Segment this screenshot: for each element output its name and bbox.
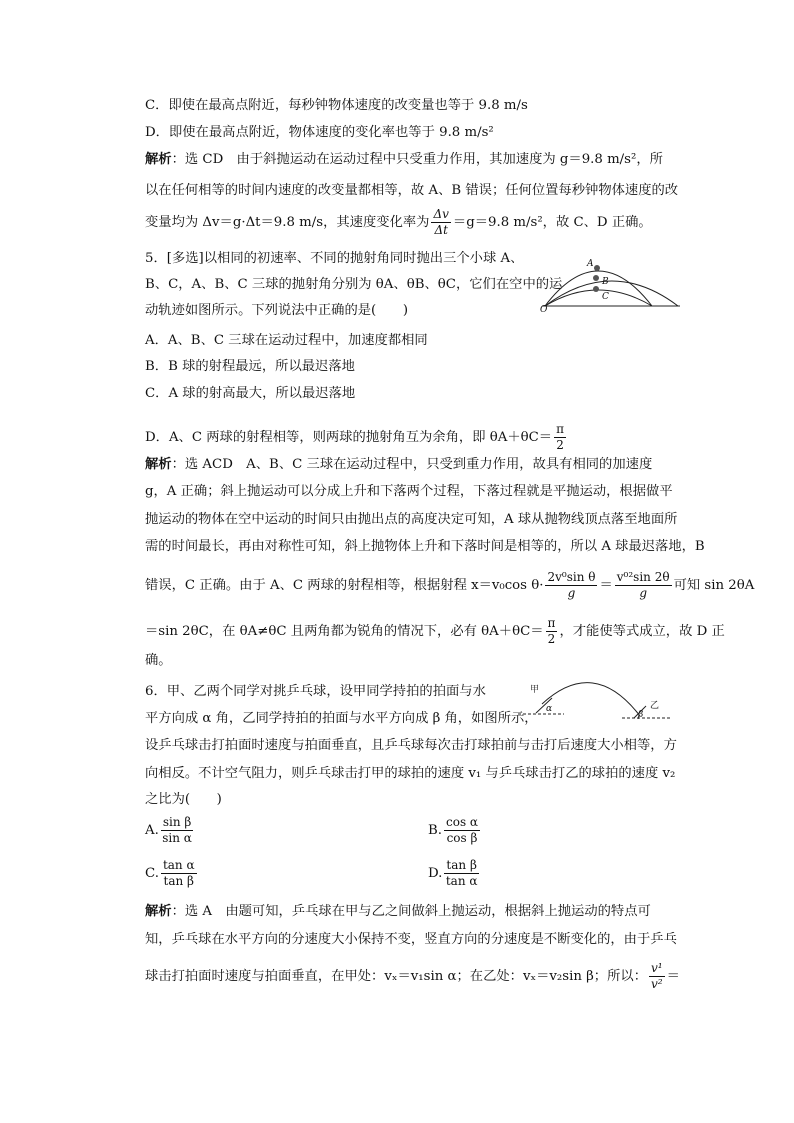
label-yi: 乙 — [650, 701, 660, 711]
pi-over-two — [546, 616, 558, 647]
q6-stem-line5: 之比为( ) — [145, 792, 222, 807]
q6-option-a — [145, 815, 195, 846]
range-fraction-1 — [545, 570, 597, 601]
equals: ＝ — [599, 578, 613, 593]
label-alpha: α — [546, 704, 553, 714]
solution-text: 球击打拍面时速度与拍面垂直，在甲处：vₓ＝v₁sin α；在乙处：vₓ＝v₂sin β；所以： — [145, 969, 647, 984]
denominator: cos β — [446, 831, 478, 845]
denominator: sin α — [162, 831, 192, 845]
q5-solution-line4: 需的时间最长，再由对称性可知，斜上抛物体上升和下落时间是相等的，所以 A 球最迟落地，B — [145, 539, 705, 554]
ball-a — [594, 265, 600, 271]
numerator: cos α — [446, 815, 479, 829]
numerator: Δv — [433, 207, 449, 221]
option-prefix: A. — [145, 823, 159, 838]
q5-solution-line6 — [145, 616, 725, 647]
numerator: v¹ — [651, 961, 663, 975]
q6-stem-line1: 6．甲、乙两个同学对挑乒乓球，设甲同学持拍的拍面与水 — [145, 684, 486, 699]
v1-over-v2 — [649, 961, 665, 992]
denominator: tan β — [163, 874, 194, 888]
range-fraction-2 — [615, 570, 672, 601]
denominator: 2 — [556, 438, 564, 452]
q6-stem-line3: 设乒乓球击打拍面时速度与拍面垂直，且乒乓球每次击打球拍前与击打后速度大小相等，方 — [145, 738, 677, 753]
q4-solution-line1 — [145, 151, 663, 169]
q6-option-d — [428, 858, 481, 889]
q5-option-a: A．A、B、C 三球在运动过程中，加速度都相同 — [145, 333, 428, 348]
q5-stem-line2: B、C，A、B、C 三球的抛射角分别为 θA、θB、θC，它们在空中的运 — [145, 277, 563, 292]
q5-option-b: B．B 球的射程最远，所以最迟落地 — [145, 359, 355, 374]
solution-text: ＝sin 2θC，在 θA≠θC 且两角都为锐角的情况下，必有 θA＋θC＝ — [145, 624, 544, 639]
solution-text: 变量均为 Δv＝g·Δt＝9.8 m/s，其速度变化率为 — [145, 215, 430, 230]
denominator: v² — [651, 977, 663, 991]
denominator: 2 — [547, 632, 556, 646]
q6-pingpong-figure — [512, 678, 684, 720]
q5-solution-line7: 确。 — [145, 653, 172, 668]
trajectory-c — [545, 290, 652, 306]
solution-text: ：选 CD 由于斜抛运动在运动过程中只受重力作用，其加速度为 g＝9.8 m/s²，所 — [171, 152, 663, 167]
numerator: π — [556, 422, 564, 436]
q5-trajectory-figure — [540, 256, 682, 312]
q5-option-c: C．A 球的射高最大，所以最迟落地 — [145, 386, 356, 401]
option-prefix: C. — [145, 866, 159, 881]
q5-stem-line1: 5．[多选]以相同的初速率、不同的抛射角同时抛出三个小球 A、 — [145, 251, 524, 266]
label-jia: 甲 — [530, 685, 540, 695]
denominator: g — [567, 586, 576, 600]
option-fraction — [444, 815, 480, 846]
q4-solution-line2: 以在任何相等的时间内速度的改变量都相等，故 A、B 错误；任何位置每秒钟物体速度的改 — [145, 183, 679, 198]
denominator: g — [639, 586, 648, 600]
solution-text: ＝g＝9.8 m/s²，故 C、D 正确。 — [452, 215, 652, 230]
ball-trajectory — [542, 683, 640, 716]
q6-stem-line2: 平方向成 α 角，乙同学持拍的拍面与水平方向成 β 角，如图所示， — [145, 711, 538, 726]
numerator: 2v⁰sin θ — [547, 570, 596, 584]
label-c: C — [602, 292, 609, 302]
label-a: A — [587, 259, 594, 269]
numerator: tan β — [446, 858, 477, 872]
solution-text: ：选 ACD A、B、C 三球在运动过程中，只受到重力作用，故具有相同的加速度 — [171, 457, 653, 472]
label-o: O — [540, 305, 548, 312]
option-prefix: B. — [428, 823, 442, 838]
q4-solution-line3 — [145, 207, 652, 238]
solution-label: 解析 — [145, 904, 172, 919]
q4-option-c: C．即使在最高点附近，每秒钟物体速度的改变量也等于 9.8 m/s — [145, 98, 528, 113]
numerator: tan α — [162, 858, 195, 872]
label-beta: β — [638, 710, 644, 720]
equals: ＝ — [666, 969, 680, 984]
solution-label: 解析 — [145, 457, 172, 472]
denominator: tan α — [445, 874, 478, 888]
numerator: v⁰²sin 2θ — [616, 570, 670, 584]
q6-solution-line1 — [145, 903, 651, 921]
solution-text: 错误，C 正确。由于 A、C 两球的射程相等，根据射程 x＝v₀cos θ· — [145, 578, 544, 593]
solution-text: 可知 sin 2θA — [673, 578, 755, 593]
q5-solution-line3: 抛运动的物体在空中运动的时间只由抛出点的高度决定可知，A 球从抛物线顶点落至地面所 — [145, 512, 678, 527]
option-fraction — [444, 858, 478, 889]
option-prefix: D. — [428, 866, 443, 881]
option-fraction — [161, 815, 193, 846]
label-b: B — [602, 277, 609, 287]
q5-solution-line2: g，A 正确；斜上抛运动可以分成上升和下落两个过程，下落过程就是平抛运动，根据做平 — [145, 484, 673, 499]
q5-solution-line1 — [145, 456, 652, 474]
ball-c — [593, 286, 599, 292]
solution-text: ：选 A 由题可知，乒乓球在甲与乙之间做斜上抛运动，根据斜上抛运动的特点可 — [171, 904, 651, 919]
q5-stem-line3: 动轨迹如图所示。下列说法中正确的是( ) — [145, 303, 409, 318]
q5-solution-line5 — [145, 570, 754, 601]
numerator: π — [547, 616, 556, 630]
pi-over-two — [554, 422, 566, 453]
q6-solution-line3 — [145, 961, 680, 992]
solution-label: 解析 — [145, 152, 172, 167]
q6-option-c — [145, 858, 199, 889]
option-fraction — [161, 858, 197, 889]
solution-text: ，才能使等式成立，故 D 正 — [559, 624, 725, 639]
q6-stem-line4: 向相反。不计空气阻力，则乒乓球击打甲的球拍的速度 v₁ 与乒乓球击打乙的球拍的速度 v₂ — [145, 766, 676, 781]
option-text: D．A、C 两球的射程相等，则两球的抛射角互为余角，即 θA＋θC＝ — [145, 430, 553, 445]
denominator: Δt — [434, 223, 448, 237]
q6-option-b — [428, 815, 482, 846]
ball-b — [593, 275, 599, 281]
q5-option-d — [145, 422, 568, 453]
delta-v-over-delta-t — [431, 207, 450, 238]
q6-solution-line2: 知，乒乓球在水平方向的分速度大小保持不变，竖直方向的分速度是不断变化的，由于乒乓 — [145, 932, 677, 947]
q4-option-d: D．即使在最高点附近，物体速度的变化率也等于 9.8 m/s² — [145, 125, 494, 140]
numerator: sin β — [162, 815, 192, 829]
